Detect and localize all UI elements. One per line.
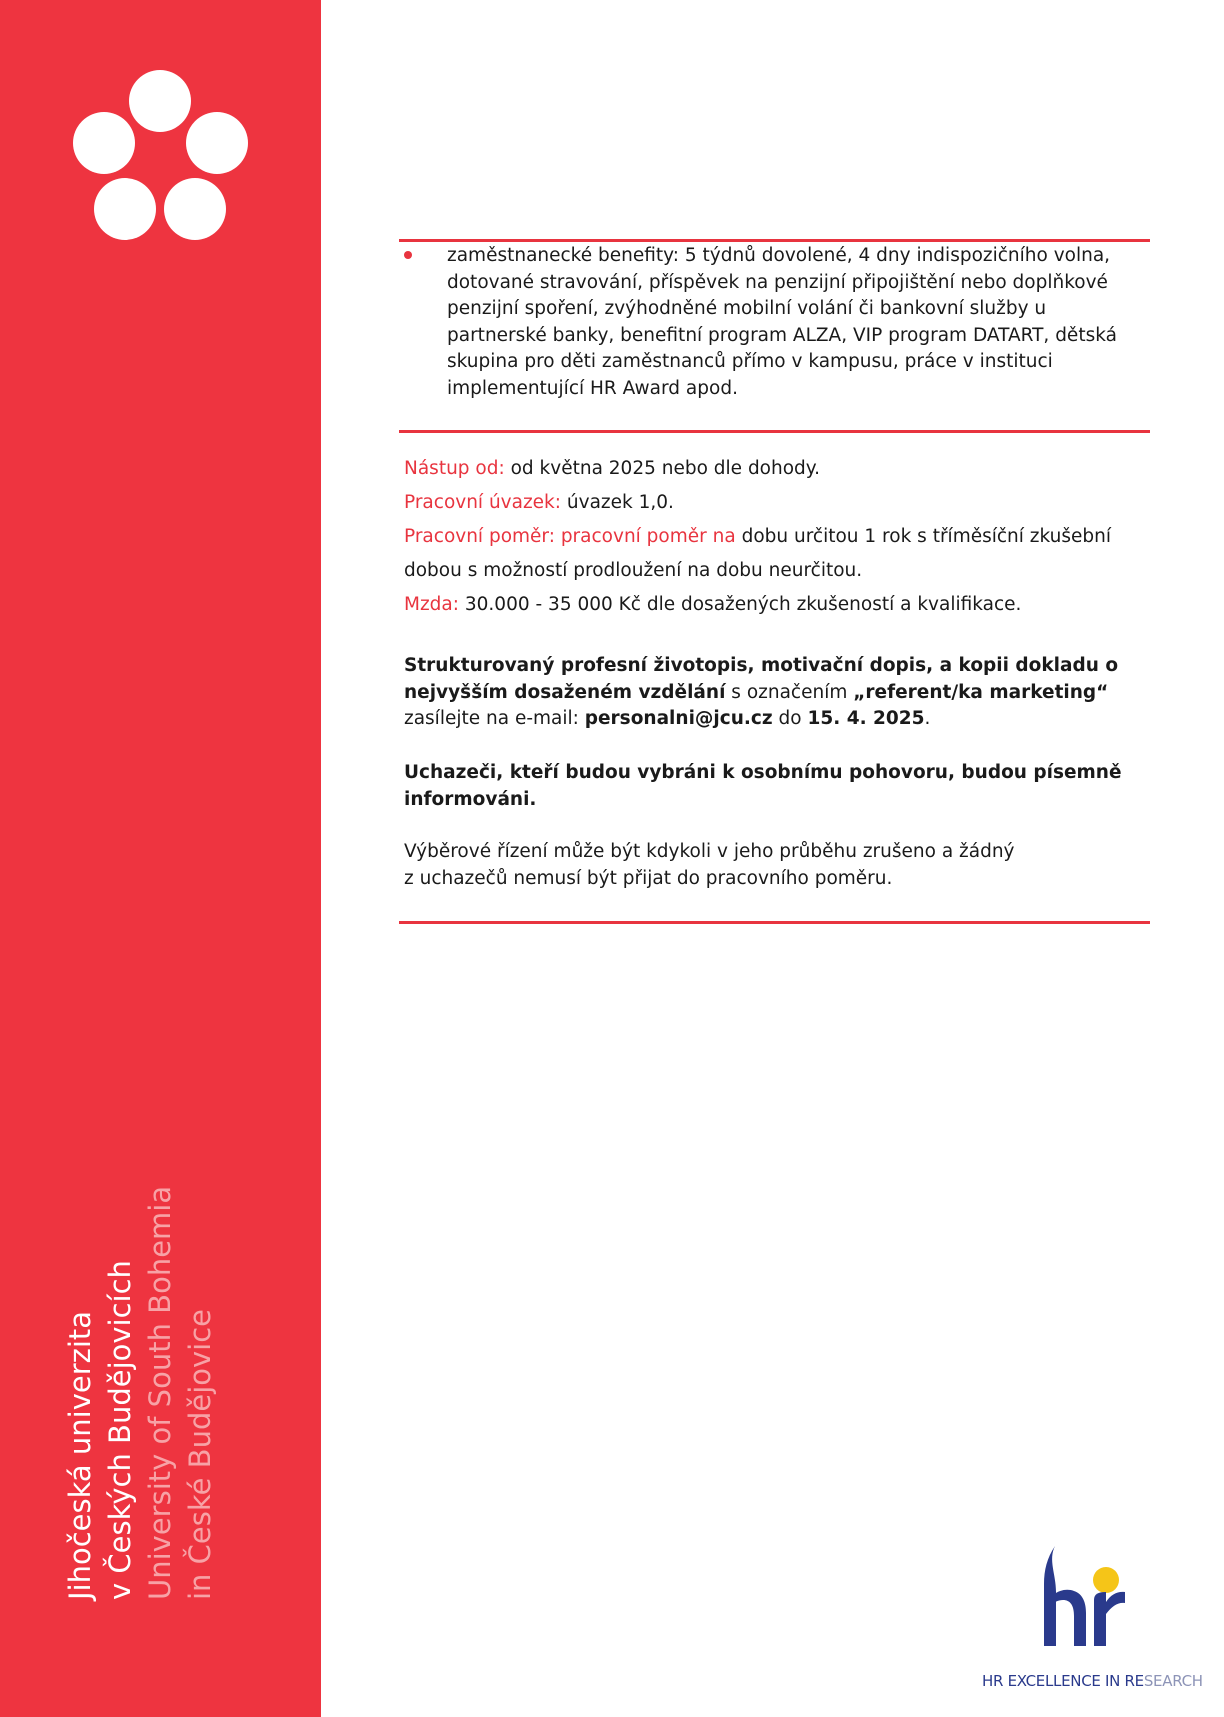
disclaimer-line2: z uchazečů nemusí být přijat do pracovního poměru. [404,867,893,889]
application-intro: Strukturovaný profesní životopis, motivační dopis, a kopii dokladu o nejvyšším dosaženém vzdělání [404,655,1119,703]
load-row [404,486,1144,520]
application-email[interactable]: personalni@jcu.cz [584,708,773,730]
relation-value: dobu určitou 1 rok s tříměsíční zkušební dobou s možností prodloužení na dobu neurčitou. [404,526,1111,581]
application-instructions [404,653,1144,733]
start-label: Nástup od: [404,458,505,479]
benefits-list-item [404,243,1144,402]
hr-logo-r-arm [1106,1592,1125,1614]
divider-bottom [399,921,1150,924]
benefits-text: zaměstnanecké benefity: 5 týdnů dovolené, 4 dny indispozičního volna, dotované stravování, příspěvek na penzijní připojištění nebo doplňkové penzijní spoření, zvýhodněné mobilní volání či bankovní služby u partnerské banky, benefitní program ALZA, VIP program DATART, dětská skupina pro děti zaměstnanců přímo v kampusu, práce v instituci implementující HR Award apod. [447,245,1117,399]
salary-row [404,588,1144,622]
disclaimer [404,839,1144,892]
hr-caption [982,1672,1202,1690]
start-value: od května 2025 nebo dle dohody. [504,458,820,479]
hr-caption-part1: HR EXCELLENCE IN RE [982,1672,1144,1690]
salary-value: 30.000 - 35 000 Kč dle dosažených zkušeností a kvalifikace. [459,594,1022,615]
logo-dot [129,70,191,132]
divider-middle [399,430,1150,433]
name-en-line1: University of South Bohemia [143,1185,177,1600]
logo-dot [186,112,248,174]
university-name [60,1186,220,1600]
load-label: Pracovní úvazek: [404,492,562,513]
notice-text: Uchazeči, kteří budou vybráni k osobnímu pohovoru, budou písemně informováni. [404,762,1122,810]
hr-logo-r-stem [1094,1592,1106,1646]
relation-row [404,520,1144,588]
application-mid1: s označením [725,681,854,703]
interview-notice [404,760,1144,813]
hr-logo-dot [1093,1567,1119,1593]
sidebar [0,0,321,1717]
disclaimer-line1: Výběrové řízení může být kdykoli v jeho průběhu zrušeno a žádný [404,841,1015,862]
application-mid2: zasílejte na e-mail: [404,708,585,730]
start-row [404,452,1144,486]
logo-dot [164,178,226,240]
relation-label: Pracovní poměr: pracovní poměr na [404,526,736,547]
job-facts [404,452,1144,622]
salary-label: Mzda: [404,594,459,615]
name-en-line2: in České Budějovice [183,1308,217,1600]
load-value: úvazek 1,0. [561,492,674,513]
logo-dot [94,178,156,240]
application-tag: „referent/ka marketing“ [853,681,1109,703]
logo-dot [73,112,135,174]
application-mid3: do [772,708,808,730]
bullet-icon [404,251,412,259]
hr-caption-part2: SEARCH [1143,1672,1203,1690]
name-cz-line1: Jihočeská univerzita [63,1310,97,1600]
application-end: . [924,708,931,730]
university-logo-icon [0,0,321,260]
name-cz-line2: v Českých Budějovicích [103,1260,137,1600]
divider-top [399,239,1150,242]
application-deadline: 15. 4. 2025 [807,708,925,730]
